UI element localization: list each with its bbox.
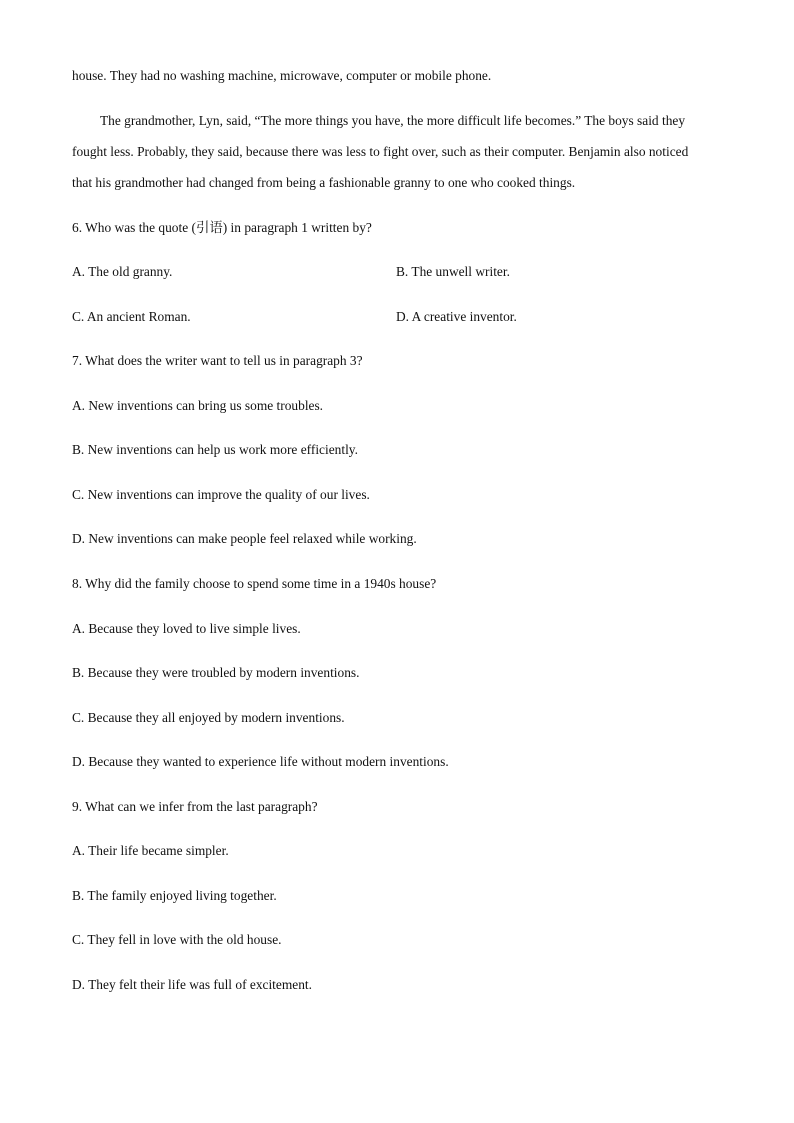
answer-option: A. New inventions can bring us some troubles. (72, 398, 324, 413)
question-stem: 7. What does the writer want to tell us in paragraph 3? (72, 353, 363, 368)
answer-option: B. New inventions can help us work more efficiently. (72, 442, 358, 457)
passage-line: house. They had no washing machine, microwave, computer or mobile phone. (72, 68, 492, 83)
answer-option: A. Their life became simpler. (72, 843, 229, 858)
answer-option: C. New inventions can improve the quality of our lives. (72, 487, 370, 502)
answer-option: D. New inventions can make people feel relaxed while working. (72, 531, 417, 546)
answer-option: B. The unwell writer. (396, 264, 510, 279)
answer-option: C. Because they all enjoyed by modern inventions. (72, 710, 345, 725)
answer-option: D. A creative inventor. (396, 309, 517, 324)
answer-option: C. They fell in love with the old house. (72, 932, 282, 947)
question-stem: 9. What can we infer from the last paragraph? (72, 799, 318, 814)
answer-option: A. The old granny. (72, 264, 173, 279)
answer-option: B. Because they were troubled by modern inventions. (72, 665, 360, 680)
answer-option: D. They felt their life was full of excitement. (72, 977, 312, 992)
question-stem: 8. Why did the family choose to spend some time in a 1940s house? (72, 576, 437, 591)
passage-line: The grandmother, Lyn, said, “The more things you have, the more difficult life becomes.” The boys said they (100, 113, 686, 128)
answer-option: B. The family enjoyed living together. (72, 888, 277, 903)
question-stem: 6. Who was the quote (引语) in paragraph 1 written by? (72, 220, 372, 235)
passage-line: that his grandmother had changed from being a fashionable granny to one who cooked things. (72, 175, 576, 190)
answer-option: D. Because they wanted to experience life without modern inventions. (72, 754, 449, 769)
answer-option: C. An ancient Roman. (72, 309, 191, 324)
passage-line: fought less. Probably, they said, because there was less to fight over, such as their computer. Benjamin also noticed (72, 144, 689, 159)
answer-option: A. Because they loved to live simple lives. (72, 621, 301, 636)
